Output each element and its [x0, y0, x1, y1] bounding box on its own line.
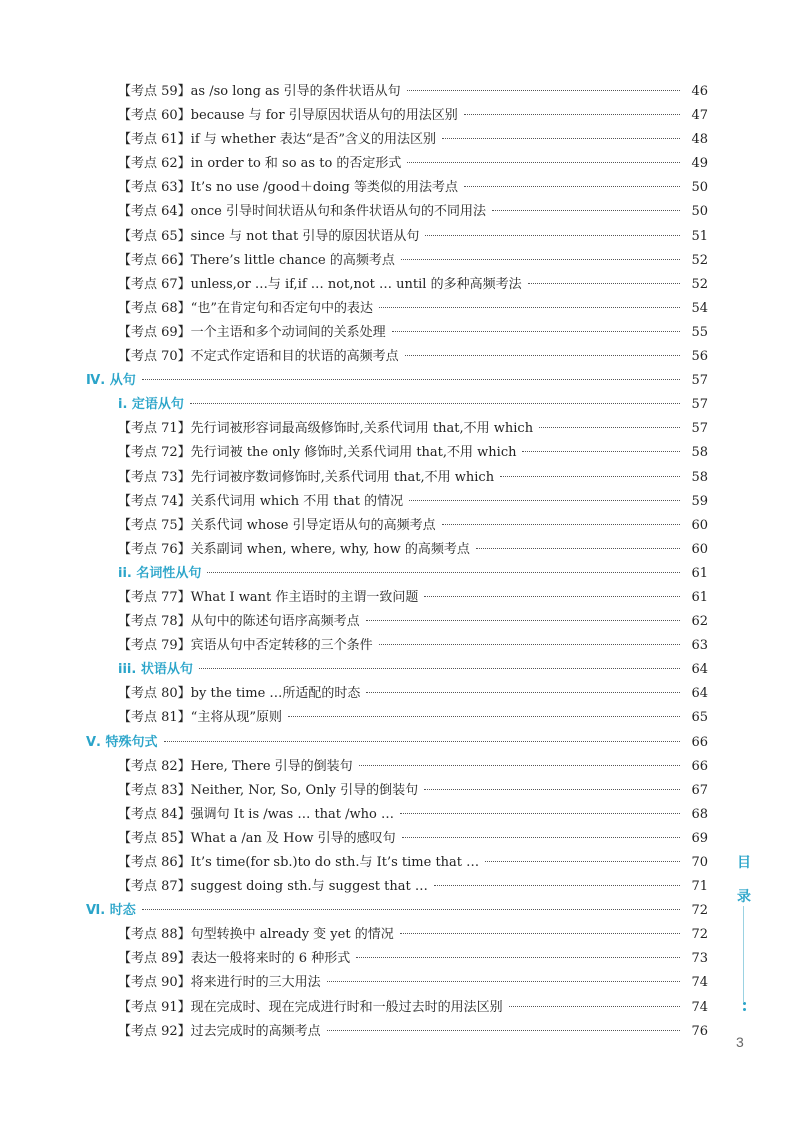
- toc-entry-title: 【考点 90】将来进行时的三大用法: [118, 975, 321, 991]
- toc-page-number: 64: [691, 662, 708, 678]
- toc-page-number: 72: [691, 903, 708, 919]
- leader-dots: [424, 596, 680, 597]
- toc-page-number: 63: [691, 638, 708, 654]
- toc-entry-title: 【考点 73】先行词被序数词修饰时,关系代词用 that,不用 which: [118, 469, 495, 485]
- leader-dots: [207, 572, 680, 573]
- toc-entry[interactable]: [118, 682, 708, 706]
- toc-entry-title: 【考点 86】It’s time(for sb.)to do sth.与 It’s time that …: [118, 855, 480, 870]
- leader-dots: [366, 620, 680, 621]
- leader-dots: [359, 765, 680, 766]
- toc-section-heading[interactable]: [86, 731, 708, 755]
- toc-page-number: 49: [691, 156, 708, 172]
- toc-entry-title: 【考点 87】suggest doing sth.与 suggest that …: [118, 879, 428, 895]
- toc-page-number: 57: [691, 373, 708, 389]
- toc-entry[interactable]: [118, 104, 708, 128]
- toc-entry[interactable]: [118, 152, 708, 176]
- toc-entry[interactable]: [118, 947, 708, 971]
- leader-dots: [522, 451, 680, 452]
- toc-entry-title: 【考点 83】Neither, Nor, So, Only 引导的倒装句: [118, 782, 419, 798]
- toc-entry-title: i. 定语从句: [118, 397, 184, 413]
- leader-dots: [500, 476, 680, 477]
- toc-entry[interactable]: [118, 297, 708, 321]
- toc-entry[interactable]: [118, 610, 708, 634]
- toc-entry[interactable]: [118, 417, 708, 441]
- leader-dots: [392, 331, 680, 332]
- leader-dots: [164, 741, 680, 742]
- leader-dots: [464, 186, 680, 187]
- toc-entry-title: 【考点 89】表达一般将来时的 6 种形式: [118, 951, 351, 967]
- toc-entry-title: 【考点 75】关系代词 whose 引导定语从句的高频考点: [118, 517, 436, 533]
- toc-entry[interactable]: [118, 971, 708, 995]
- toc-entry[interactable]: [118, 441, 708, 465]
- toc-entry[interactable]: [118, 779, 708, 803]
- toc-entry[interactable]: [118, 466, 708, 490]
- toc-page-number: 72: [691, 927, 708, 943]
- toc-page-number: 66: [691, 734, 708, 750]
- toc-entry-title: 【考点 88】句型转换中 already 变 yet 的情况: [118, 927, 394, 943]
- toc-entry-title: 【考点 82】Here, There 引导的倒装句: [118, 758, 353, 774]
- toc-page-number: 62: [691, 614, 708, 630]
- toc-entry[interactable]: [118, 803, 708, 827]
- toc-page-number: 55: [691, 324, 708, 340]
- toc-section-heading[interactable]: [86, 899, 708, 923]
- toc-page-number: 46: [691, 84, 708, 99]
- toc-page-number: 50: [691, 204, 708, 220]
- toc-entry-title: 【考点 69】一个主语和多个动词间的关系处理: [118, 324, 386, 340]
- toc-page-number: 69: [691, 830, 708, 846]
- toc-subsection-heading[interactable]: [118, 562, 708, 586]
- leader-dots: [142, 909, 680, 910]
- leader-dots: [485, 861, 680, 862]
- toc-entry[interactable]: [118, 634, 708, 658]
- toc-section-heading[interactable]: [86, 369, 708, 393]
- side-dots-decoration: [740, 1002, 748, 1014]
- toc-entry-title: 【考点 76】关系副词 when, where, why, how 的高频考点: [118, 541, 470, 557]
- toc-entry-title: 【考点 78】从句中的陈述句语序高频考点: [118, 614, 360, 630]
- toc-page-number: 68: [691, 806, 708, 822]
- toc-page-number: 71: [691, 879, 708, 895]
- toc-subsection-heading[interactable]: [118, 658, 708, 682]
- toc-entry[interactable]: [118, 875, 708, 899]
- toc-entry-title: 【考点 66】There’s little chance 的高频考点: [118, 252, 395, 268]
- toc-entry[interactable]: [118, 128, 708, 152]
- leader-dots: [434, 885, 680, 886]
- leader-dots: [400, 813, 680, 814]
- leader-dots: [366, 692, 680, 693]
- leader-dots: [464, 114, 680, 115]
- toc-entry-title: 【考点 61】if 与 whether 表达“是否”含义的用法区别: [118, 132, 437, 148]
- toc-entry[interactable]: [118, 80, 708, 104]
- leader-dots: [288, 716, 680, 717]
- toc-entry-title: 【考点 92】过去完成时的高频考点: [118, 1023, 321, 1039]
- leader-dots: [356, 957, 680, 958]
- leader-dots: [442, 524, 680, 525]
- leader-dots: [327, 1030, 680, 1031]
- leader-dots: [190, 403, 680, 404]
- leader-dots: [528, 283, 680, 284]
- side-tab-char: 目: [737, 855, 751, 871]
- leader-dots: [407, 162, 680, 163]
- leader-dots: [425, 235, 680, 236]
- toc-page-number: 52: [691, 252, 708, 268]
- toc-entry-title: Ⅵ. 时态: [86, 903, 136, 919]
- toc-page-number: 61: [691, 565, 708, 581]
- leader-dots: [379, 307, 680, 308]
- toc-entry-title: 【考点 71】先行词被形容词最高级修饰时,关系代词用 that,不用 which: [118, 421, 534, 437]
- toc-page-number: 74: [691, 975, 708, 991]
- toc-entry-title: Ⅳ. 从句: [86, 373, 136, 389]
- toc-page-number: 73: [691, 951, 708, 967]
- leader-dots: [409, 500, 680, 501]
- toc-page-number: 58: [691, 469, 708, 485]
- leader-dots: [407, 90, 680, 91]
- toc-page-number: 50: [691, 180, 708, 196]
- toc-entry-title: iii. 状语从句: [118, 662, 193, 678]
- toc-entry-title: 【考点 62】in order to 和 so as to 的否定形式: [118, 156, 402, 172]
- toc-page-number: 76: [691, 1023, 708, 1039]
- toc-entry[interactable]: [118, 514, 708, 538]
- toc-entry-title: 【考点 68】“也”在肯定句和否定句中的表达: [118, 300, 373, 316]
- toc-entry[interactable]: [118, 586, 708, 610]
- toc-entry-title: 【考点 77】What I want 作主语时的主谓一致问题: [118, 589, 419, 605]
- table-of-contents: [86, 80, 708, 1044]
- toc-page-number: 64: [691, 686, 708, 702]
- toc-page-number: 57: [691, 421, 708, 437]
- toc-entry[interactable]: [118, 273, 708, 297]
- toc-entry[interactable]: [118, 755, 708, 779]
- toc-entry-title: ii. 名词性从句: [118, 565, 202, 581]
- toc-page-number: 70: [691, 855, 708, 870]
- leader-dots: [424, 789, 680, 790]
- leader-dots: [402, 837, 680, 838]
- leader-dots: [405, 355, 680, 356]
- toc-page-number: 47: [691, 108, 708, 124]
- toc-entry-title: 【考点 70】不定式作定语和目的状语的高频考点: [118, 349, 399, 365]
- toc-page-number: 56: [691, 349, 708, 365]
- leader-dots: [509, 1006, 680, 1007]
- leader-dots: [401, 259, 680, 260]
- toc-entry-title: Ⅴ. 特殊句式: [86, 734, 158, 750]
- leader-dots: [442, 138, 680, 139]
- toc-page-number: 51: [691, 228, 708, 244]
- toc-page-number: 60: [691, 541, 708, 557]
- page-number: 3: [736, 1034, 744, 1050]
- toc-entry[interactable]: [118, 996, 708, 1020]
- toc-page-number: 57: [691, 397, 708, 413]
- toc-entry-title: 【考点 80】by the time …所适配的时态: [118, 686, 361, 702]
- leader-dots: [476, 548, 680, 549]
- toc-page-number: 66: [691, 758, 708, 774]
- toc-entry-title: 【考点 91】现在完成时、现在完成进行时和一般过去时的用法区别: [118, 999, 503, 1015]
- toc-page-number: 48: [691, 132, 708, 148]
- toc-entry[interactable]: [118, 827, 708, 851]
- toc-entry[interactable]: [118, 490, 708, 514]
- toc-entry[interactable]: [118, 538, 708, 562]
- toc-page-number: 54: [691, 300, 708, 316]
- toc-entry-title: 【考点 85】What a /an 及 How 引导的感叹句: [118, 830, 396, 846]
- toc-entry-title: 【考点 59】as /so long as 引导的条件状语从句: [118, 84, 401, 99]
- toc-entry-title: 【考点 74】关系代词用 which 不用 that 的情况: [118, 493, 404, 509]
- leader-dots: [400, 933, 680, 934]
- leader-dots: [539, 427, 680, 428]
- side-tab-char: 录: [737, 889, 751, 905]
- toc-page-number: 60: [691, 517, 708, 533]
- side-tab: [732, 850, 756, 918]
- toc-entry-title: 【考点 84】强调句 It is /was … that /who …: [118, 806, 394, 822]
- toc-entry-title: 【考点 81】“主将从现”原则: [118, 710, 282, 726]
- toc-page-number: 61: [691, 589, 708, 605]
- toc-entry-title: 【考点 72】先行词被 the only 修饰时,关系代词用 that,不用 which: [118, 445, 517, 461]
- toc-page-number: 59: [691, 493, 708, 509]
- side-divider-line: [743, 906, 744, 1002]
- leader-dots: [379, 644, 680, 645]
- toc-page-number: 65: [691, 710, 708, 726]
- leader-dots: [142, 379, 680, 380]
- toc-subsection-heading[interactable]: [118, 393, 708, 417]
- toc-entry[interactable]: [118, 923, 708, 947]
- toc-entry[interactable]: [118, 321, 708, 345]
- toc-entry-title: 【考点 64】once 引导时间状语从句和条件状语从句的不同用法: [118, 204, 486, 220]
- toc-entry[interactable]: [118, 345, 708, 369]
- toc-page-number: 52: [691, 276, 708, 292]
- toc-page-number: 58: [691, 445, 708, 461]
- toc-entry-title: 【考点 67】unless,or …与 if,if … not,not … until 的多种高频考法: [118, 276, 522, 292]
- toc-entry[interactable]: [118, 706, 708, 730]
- leader-dots: [492, 210, 680, 211]
- toc-entry-title: 【考点 65】since 与 not that 引导的原因状语从句: [118, 228, 420, 244]
- toc-entry-title: 【考点 60】because 与 for 引导原因状语从句的用法区别: [118, 108, 458, 124]
- toc-entry[interactable]: [118, 249, 708, 273]
- toc-entry[interactable]: [118, 225, 708, 249]
- leader-dots: [199, 668, 680, 669]
- toc-entry[interactable]: [118, 851, 708, 875]
- toc-entry[interactable]: [118, 200, 708, 224]
- toc-entry-title: 【考点 63】It’s no use /good＋doing 等类似的用法考点: [118, 180, 458, 196]
- toc-page-number: 74: [691, 999, 708, 1015]
- toc-entry-title: 【考点 79】宾语从句中否定转移的三个条件: [118, 638, 373, 654]
- toc-page-number: 67: [691, 782, 708, 798]
- leader-dots: [327, 981, 680, 982]
- toc-entry[interactable]: [118, 176, 708, 200]
- toc-entry[interactable]: [118, 1020, 708, 1044]
